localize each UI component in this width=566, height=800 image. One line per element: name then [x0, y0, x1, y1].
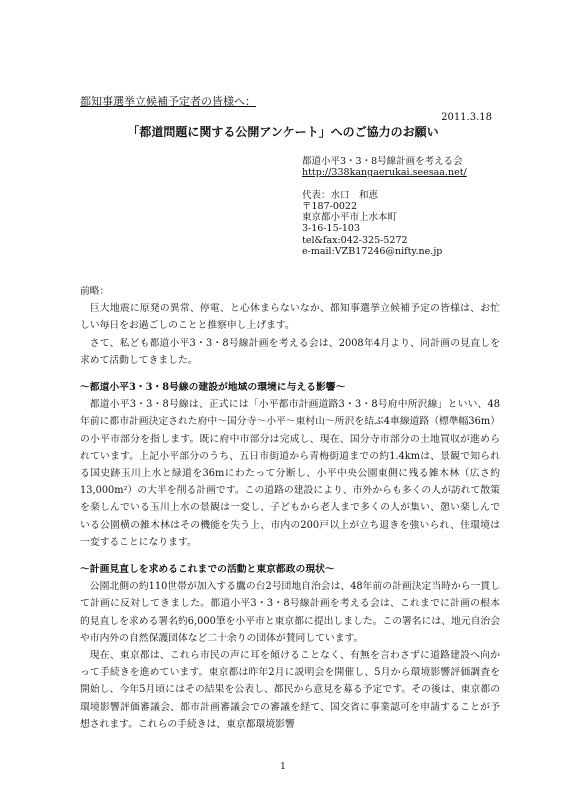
paragraph-2: さて、私ども都道小平3・3・8号線計画を考える会は、2008年4月より、同計画の見直しを求めて活動してきました。	[80, 337, 500, 366]
sender-block-spacer	[302, 179, 467, 190]
section-heading-impact: 〜都道小平3・3・8号線の建設が地域の環境に与える影響〜	[80, 382, 346, 394]
tel-fax: tel&fax:042-325-5272	[302, 234, 408, 246]
organization-url-link[interactable]: http://338kangaerukai.seesaa.net/	[302, 167, 467, 179]
paragraph-4: 公園北側の約110世帯が加入する鷹の台2号団地自治会は、48年前の計画決定当時から一貫して計画に反対してきました。都道小平3・3・8号線計画を考える会は、これまでに計画の根本的見直しを求める署名約6,000筆を小平市と東京都に提出しました。この署名には、地元自治会や市内外の自然保護団体など二十余りの団体が賛同しています。	[80, 581, 500, 644]
addressee-line: 都知事選挙立候補予定者の皆様へ：	[80, 95, 256, 108]
paragraph-3: 都道小平3・3・8号線は、正式には「小平都市計画道路3・3・8号府中所沢線」といい、48年前に都市計画決定された府中〜国分寺〜小平〜東村山〜所沢を結ぶ4車線道路（標準幅36m）の小平市部分を指します。既に府中市部分は完成し、現在、国分寺市部分の土地買収が進められています。上記小平部分のうち、五日市街道から青梅街道までの約1.4kmは、景観で知られる国史跡玉川上水と緑道を36mにわたって分断し、小平中央公園東側に残る雑木林（広さ約13,000m²）の大半を削る計画です。この道路の建設により、市外からも多くの人が訪れて散策を楽しんでいる玉川上水の景観は一変し、子どもから老人まで多くの人が集い、憩い楽しんでいる公園横の雑木林はその機能を失う上、市内の200戸以上が立ち退きを強いられ、住環境は一変することになります。	[80, 399, 500, 548]
greeting: 前略：	[80, 286, 110, 297]
email-address: e-mail:VZB17246@nifty.ne.jp	[302, 246, 443, 258]
letter-body	[80, 283, 500, 733]
sender-block	[302, 156, 467, 257]
document-title: 「都道問題に関する公開アンケート」へのご協力のお願い	[127, 125, 439, 139]
section-heading-activities: 〜計画見直しを求めるこれまでの活動と東京都政の現状〜	[80, 564, 335, 576]
representative-name: 代表：水口 和恵	[302, 189, 379, 201]
paragraph-1: 巨大地震に原発の異常、停電、と心休まらないなか、都知事選挙立候補予定の皆様は、お忙しい毎日をお過ごしのことと推察申し上げます。	[80, 303, 500, 332]
address-line-2: 3-16-15-103	[302, 223, 360, 235]
organization-name: 都道小平3・3・8号線計画を考える会	[302, 156, 463, 167]
page-number: 1	[280, 762, 286, 772]
paragraph-5: 現在、東京都は、これら市民の声に耳を傾けることなく、有無を言わさずに道路建設へ向かって手続きを進めています。東京都は昨年2月に説明会を開催し、5月から環境影響評価調査を開始し、今年5月頃にはその結果を公表し、都民から意見を募る予定です。その後は、東京都の環境影響評価審議会、都市計画審議会での審議を経て、国交省に事業認可を申請することが予想されます。これらの手続きは、東京都環境影響	[80, 650, 500, 730]
document-date: 2011.3.18	[441, 112, 492, 123]
postal-code: 〒187-0022	[302, 200, 358, 212]
address-line-1: 東京都小平市上水本町	[302, 212, 398, 224]
